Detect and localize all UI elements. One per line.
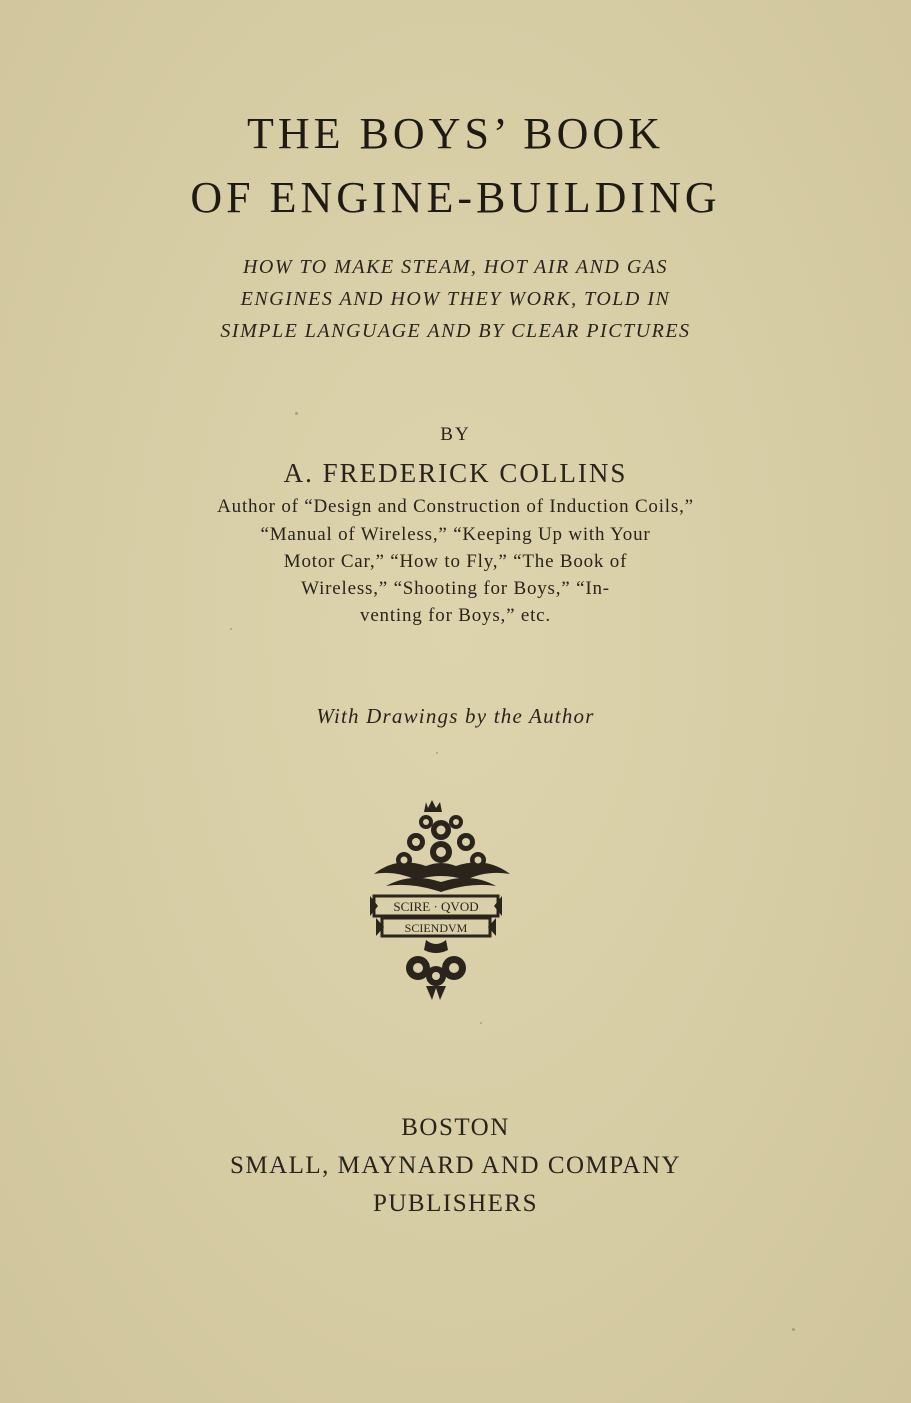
book-title-line-1: THE BOYS’ BOOK: [247, 109, 664, 158]
author-credit-line: venting for Boys,” etc.: [360, 605, 551, 626]
imprint-label: PUBLISHERS: [372, 1190, 539, 1217]
paper-speck: [480, 1022, 482, 1024]
illustrations-note: With Drawings by the Author: [316, 704, 595, 728]
publishers-device-icon: [366, 800, 516, 1002]
motto-line-1: SCIRE · QVOD: [393, 899, 479, 914]
imprint-publisher: SMALL, MAYNARD AND COMPANY: [229, 1152, 682, 1179]
author-credit-line: Author of “Design and Construction of Induction Coils,”: [217, 496, 694, 517]
paper-speck: [230, 628, 232, 630]
subtitle-line-3: SIMPLE LANGUAGE AND BY CLEAR PICTURES: [220, 320, 691, 342]
paper-speck: [792, 1328, 795, 1331]
motto-line-2: SCIENDVM: [404, 921, 468, 935]
book-title-line-2: OF ENGINE-BUILDING: [190, 173, 721, 222]
subtitle-line-2: ENGINES AND HOW THEY WORK, TOLD IN: [240, 288, 671, 310]
paper-speck: [436, 752, 438, 754]
imprint-place: BOSTON: [401, 1114, 510, 1141]
author-name: A. FREDERICK COLLINS: [283, 458, 628, 488]
by-label: BY: [440, 424, 471, 445]
paper-speck: [295, 412, 298, 415]
author-credit-line: Wireless,” “Shooting for Boys,” “In-: [301, 578, 610, 599]
author-credit-line: Motor Car,” “How to Fly,” “The Book of: [283, 551, 628, 572]
subtitle-line-1: HOW TO MAKE STEAM, HOT AIR AND GAS: [242, 256, 669, 278]
author-credit-line: “Manual of Wireless,” “Keeping Up with Your: [260, 524, 651, 545]
